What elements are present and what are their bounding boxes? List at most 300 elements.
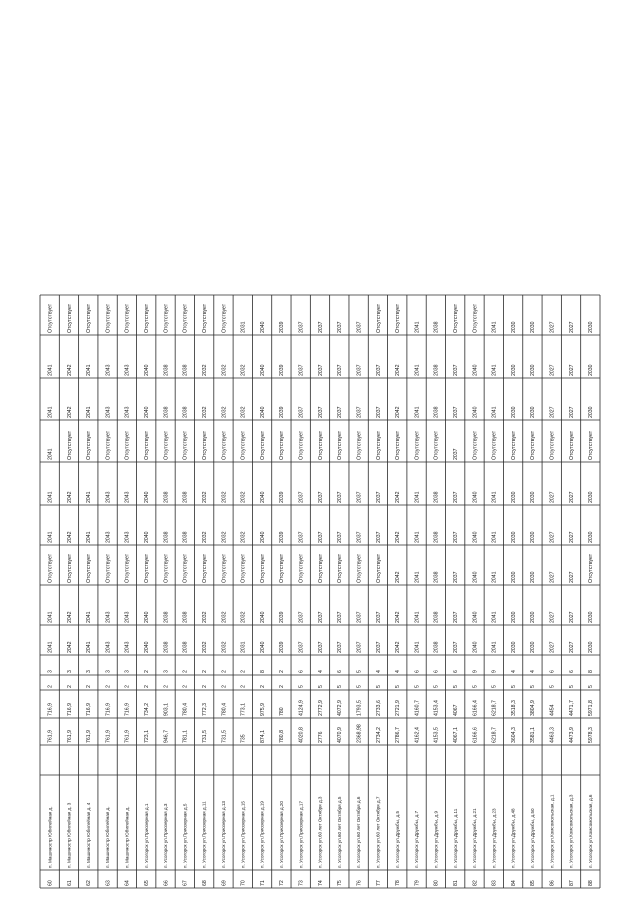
cell-row-number: 69 [221,880,228,886]
cell-year: Отсутствует [124,430,131,460]
cell-address: п. Усогорск ул.Приозерная д.13 [221,801,227,868]
cell-year: 2043 [124,406,131,418]
cell-year: 2032 [201,406,208,418]
cell-year: 2027 [568,491,575,503]
cell-area: 4463,3 [549,727,556,743]
cell-area: 731,5 [221,730,228,743]
cell-living: 6218,7 [491,700,498,716]
cell-entrances: 2 [182,670,189,673]
cell-year: 2037 [298,641,305,653]
cell-year: 2027 [549,611,556,623]
cell-year: Отсутствует [395,303,402,333]
cell-area: 2776 [317,731,324,743]
cell-area: 4067,1 [452,727,459,743]
cell-year: 2037 [452,571,459,583]
cell-entrances: 4 [530,670,537,673]
cell-area: 761,9 [47,730,54,743]
cell-entrances: 3 [105,670,112,673]
cell-floors: 5 [568,685,575,688]
cell-year: Отсутствует [124,303,131,333]
cell-row-number: 64 [124,880,131,886]
cell-year: 2030 [588,611,595,623]
cell-year: 2030 [588,321,595,333]
cell-entrances: 4 [375,670,382,673]
cell-year: 2037 [452,611,459,623]
cell-year: 2027 [549,571,556,583]
cell-area: 780,8 [279,730,286,743]
cell-row-number: 72 [279,880,286,886]
cell-floors: 2 [105,685,112,688]
cell-year: 2040 [144,491,151,503]
cell-year: Отсутствует [240,430,247,460]
cell-year: 2032 [201,531,208,543]
cell-year: 2039 [279,531,286,543]
cell-living: 903,1 [163,703,170,716]
cell-year: 2041 [47,611,54,623]
cell-year: 2040 [259,531,266,543]
cell-address: п. Усогорск ул.Дружбы, д.23 [491,808,497,868]
cell-year: 2037 [356,406,363,418]
cell-living: 4160,7 [414,700,421,716]
cell-row-number: 73 [298,880,305,886]
cell-area: 5978,3 [588,727,595,743]
cell-address: п. Усогорск ул.Дружбы, д.7 [414,810,420,868]
cell-year: 2041 [491,641,498,653]
cell-year: 2037 [298,531,305,543]
cell-area: 781,1 [182,730,189,743]
cell-year: Отсутствует [568,430,575,460]
cell-year: 2032 [201,364,208,376]
cell-year: Отсутствует [163,553,170,583]
cell-year: 2038 [163,531,170,543]
cell-floors: 2 [240,685,247,688]
cell-year: Отсутствует [105,553,112,583]
cell-area: 761,9 [86,730,93,743]
cell-row-number: 61 [66,880,73,886]
cell-year: 2038 [182,531,189,543]
cell-year: Отсутствует [144,553,151,583]
cell-year: 2030 [588,641,595,653]
cell-floors: 5 [491,685,498,688]
cell-year: 2042 [395,491,402,503]
cell-year: 2032 [221,531,228,543]
cell-year: 2041 [414,571,421,583]
cell-year: Отсутствует [317,430,324,460]
cell-year: 2040 [144,364,151,376]
cell-entrances: 6 [298,670,305,673]
cell-area: 3581,1 [530,727,537,743]
cell-year: Отсутствует [588,430,595,460]
cell-year: 2037 [452,406,459,418]
cell-year: 2030 [588,491,595,503]
cell-year: 2040 [472,611,479,623]
cell-year: 2037 [375,406,382,418]
cell-entrances: 6 [433,670,440,673]
cell-year: 2037 [356,531,363,543]
cell-year: 2037 [317,531,324,543]
cell-area: 2734,2 [375,727,382,743]
cell-entrances: 3 [163,670,170,673]
cell-year: 2043 [124,491,131,503]
cell-year: 2027 [568,406,575,418]
cell-entrances: 9 [491,670,498,673]
cell-year: Отсутствует [201,553,208,583]
cell-entrances: 2 [144,670,151,673]
cell-year: 2030 [510,321,517,333]
cell-area: 946,7 [163,730,170,743]
cell-year: 2037 [375,364,382,376]
cell-row-number: 63 [105,880,112,886]
cell-floors: 2 [144,685,151,688]
cell-living: 772,3 [201,703,208,716]
cell-year: 2030 [510,571,517,583]
cell-floors: 5 [530,685,537,688]
cell-year: 2038 [182,364,189,376]
cell-year: 2040 [472,491,479,503]
cell-row-number: 87 [568,880,575,886]
cell-living: 4072,9 [337,700,344,716]
cell-year: 2038 [163,406,170,418]
cell-floors: 5 [588,685,595,688]
cell-year: Отсутствует [66,303,73,333]
cell-year: 2030 [510,611,517,623]
cell-year: 2041 [86,531,93,543]
cell-year: 2040 [472,641,479,653]
cell-address: п. Усогорск ул.Дружбы, д.9 [433,810,439,868]
cell-year: Отсутствует [182,430,189,460]
cell-year: 2043 [105,491,112,503]
cell-year: 2037 [298,406,305,418]
cell-year: 2039 [279,491,286,503]
cell-year: Отсутствует [47,553,54,583]
cell-entrances: 3 [66,670,73,673]
cell-year: 2040 [259,321,266,333]
cell-year: 2030 [588,364,595,376]
cell-year: 2041 [86,491,93,503]
cell-floors: 2 [221,685,228,688]
cell-year: 2041 [414,641,421,653]
cell-living: 716,9 [124,703,131,716]
cell-row-number: 67 [182,880,189,886]
cell-living: 6166,4 [472,700,479,716]
cell-year: 2032 [201,641,208,653]
cell-area: 735 [240,734,247,743]
cell-year: Отсутствует [375,430,382,460]
cell-year: Отсутствует [105,303,112,333]
cell-year: 2037 [452,448,459,460]
cell-row-number: 66 [163,880,170,886]
cell-year: 2032 [240,364,247,376]
cell-year: Отсутствует [472,303,479,333]
cell-year: 2027 [549,491,556,503]
cell-year: 2042 [66,531,73,543]
cell-year: 2027 [549,531,556,543]
cell-year: 2037 [452,491,459,503]
cell-area: 6166,6 [472,727,479,743]
cell-year: Отсутствует [549,430,556,460]
cell-entrances: 6 [549,670,556,673]
cell-year: 2027 [568,641,575,653]
cell-living: 716,9 [105,703,112,716]
cell-year: 2037 [337,406,344,418]
cell-entrances: 3 [124,670,131,673]
cell-year: 2040 [259,611,266,623]
cell-year: 2041 [491,571,498,583]
cell-entrances: 8 [259,670,266,673]
cell-row-number: 65 [144,880,151,886]
cell-row-number: 60 [47,880,54,886]
cell-year: 2027 [549,641,556,653]
cell-year: 2030 [530,491,537,503]
cell-entrances: 6 [414,670,421,673]
cell-address: п. Усогорск ул.Приозерная д.11 [201,801,207,868]
cell-year: 2027 [568,611,575,623]
cell-year: Отсутствует [86,553,93,583]
cell-year: 2041 [491,491,498,503]
cell-row-number: 75 [337,880,344,886]
cell-row-number: 82 [472,880,479,886]
cell-year: 2037 [317,406,324,418]
cell-living: 780,4 [182,703,189,716]
cell-year: 2032 [221,406,228,418]
cell-living: 4454 [549,704,556,716]
cell-floors: 5 [395,685,402,688]
cell-year: 2041 [47,531,54,543]
cell-year: 2037 [375,641,382,653]
cell-year: Отсутствует [375,303,382,333]
cell-floors: 2 [86,685,93,688]
cell-address: п. Машиностр Юбилейная д. 4 [85,802,91,868]
cell-year: 2038 [433,364,440,376]
cell-year: 2032 [240,531,247,543]
cell-area: 4153,5 [433,727,440,743]
cell-entrances: 2 [221,670,228,673]
cell-entrances: 4 [510,670,517,673]
cell-living: 4471,7 [568,700,575,716]
cell-year: 2040 [259,364,266,376]
cell-area: 2368,98 [356,724,363,743]
cell-row-number: 70 [240,880,247,886]
cell-floors: 5 [337,685,344,688]
cell-year: 2041 [47,491,54,503]
cell-year: 2039 [279,611,286,623]
cell-year: 2037 [375,531,382,543]
cell-year: 2041 [414,406,421,418]
cell-year: 2039 [279,641,286,653]
cell-living: 716,9 [86,703,93,716]
cell-year: Отсутствует [375,553,382,583]
cell-year: 2041 [47,641,54,653]
cell-year: Отсутствует [66,553,73,583]
cell-year: 2042 [395,406,402,418]
cell-year: 2037 [317,491,324,503]
cell-year: 2043 [105,611,112,623]
cell-year: Отсутствует [221,553,228,583]
cell-year: 2037 [375,611,382,623]
cell-year: 2027 [549,406,556,418]
cell-address: п. Усогорск ул.Приозерная д.17 [298,801,304,868]
cell-entrances: 5 [356,670,363,673]
cell-year: 2039 [279,406,286,418]
cell-year: 2041 [491,611,498,623]
cell-address: п. Усогорск ул.Приозерная д.3 [163,803,169,868]
cell-area: 4473,9 [568,727,575,743]
cell-year: 2027 [568,321,575,333]
cell-year: 2041 [491,406,498,418]
cell-year: 2038 [163,364,170,376]
cell-address: п. Усогорск ул.Комсомольская, д.3 [568,794,574,868]
cell-address: п. Усогорск ул.60 лет Октября д.7 [375,796,381,868]
cell-address: п. Усогорск ул.Дружбы, д.50 [530,808,536,868]
cell-year: 2038 [182,611,189,623]
cell-year: 2030 [510,491,517,503]
cell-year: 2027 [568,531,575,543]
cell-address: п. Усогорск ул.Комсомольская, д.6 [587,794,593,868]
cell-row-number: 85 [530,880,537,886]
cell-year: 2030 [588,531,595,543]
cell-year: 2027 [549,321,556,333]
cell-floors: 5 [452,685,459,688]
cell-living: 734,2 [144,703,151,716]
cell-year: 2030 [510,531,517,543]
cell-address: п. Усогорск ул.Дружбы, д.21 [472,808,478,868]
cell-living: 716,9 [66,703,73,716]
cell-year: 2032 [240,406,247,418]
cell-year: 2030 [530,531,537,543]
cell-year: 2038 [163,641,170,653]
cell-entrances: 4 [395,670,402,673]
cell-year: Отсутствует [259,430,266,460]
cell-area: 4020,8 [298,727,305,743]
cell-year: 2041 [414,491,421,503]
cell-area: 723,1 [144,730,151,743]
cell-year: 2041 [86,364,93,376]
cell-year: 2037 [356,321,363,333]
cell-year: Отсутствует [221,430,228,460]
cell-row-number: 83 [491,880,498,886]
cell-floors: 5 [472,685,479,688]
cell-year: Отсутствует [201,430,208,460]
cell-year: 2038 [433,531,440,543]
cell-year: 2040 [144,531,151,543]
cell-living: 4124,9 [298,700,305,716]
cell-year: Отсутствует [124,553,131,583]
cell-living: 975,9 [259,703,266,716]
cell-area: 2786,7 [395,727,402,743]
cell-year: 2043 [124,611,131,623]
cell-area: 761,9 [105,730,112,743]
cell-floors: 5 [298,685,305,688]
cell-address: п. Машиностр Юбилейная д. 3 [66,802,72,868]
cell-year: 2032 [221,364,228,376]
cell-year: 2030 [530,406,537,418]
cell-year: 2038 [433,611,440,623]
cell-address: п. Усогорск ул.Комсомольская, д.1 [549,794,555,868]
cell-year: 2042 [66,491,73,503]
cell-year: 2027 [549,364,556,376]
cell-year: 2037 [452,641,459,653]
cell-row-number: 78 [395,880,402,886]
cell-year: 2040 [144,641,151,653]
cell-year: 2043 [124,641,131,653]
cell-year: 2039 [279,321,286,333]
cell-living: 2721,9 [395,700,402,716]
cell-year: 2038 [433,641,440,653]
cell-year: 2032 [221,611,228,623]
cell-row-number: 62 [86,880,93,886]
cell-year: Отсутствует [240,553,247,583]
cell-year: 2039 [279,364,286,376]
cell-year: Отсутствует [144,303,151,333]
cell-year: 2040 [259,406,266,418]
cell-floors: 2 [182,685,189,688]
cell-entrances: 8 [588,670,595,673]
cell-year: Отсутствует [163,303,170,333]
cell-year: 2041 [491,364,498,376]
cell-year: 2042 [66,406,73,418]
cell-year: 2037 [337,611,344,623]
cell-area: 4070,9 [337,727,344,743]
cell-year: 2031 [240,641,247,653]
cell-year: Отсутствует [279,553,286,583]
cell-entrances: 9 [472,670,479,673]
cell-living: 5971,8 [588,700,595,716]
cell-year: 2038 [182,491,189,503]
cell-year: Отсутствует [298,430,305,460]
cell-year: 2037 [375,491,382,503]
cell-living: 716,9 [47,703,54,716]
cell-year: 2042 [395,611,402,623]
cell-year: 2037 [337,364,344,376]
cell-area: 761,9 [66,730,73,743]
cell-living: 773,1 [240,703,247,716]
cell-year: 2030 [530,364,537,376]
cell-living: 3804,9 [530,700,537,716]
cell-year: 2032 [201,491,208,503]
cell-row-number: 71 [259,880,266,886]
cell-year: 2037 [317,641,324,653]
cell-address: п. Машиностр Юбилейная д. [47,806,53,868]
cell-year: 2037 [337,321,344,333]
cell-year: 2040 [472,364,479,376]
cell-year: 2037 [298,321,305,333]
cell-year: 2037 [452,364,459,376]
cell-address: п. Усогорск ул.Дружбы, д.5 [394,810,400,868]
cell-address: п. Машиностр Юбилейная д. [124,806,130,868]
cell-year: Отсутствует [66,430,73,460]
cell-year: Отсутствует [452,303,459,333]
cell-row-number: 84 [510,880,517,886]
cell-year: Отсутствует [182,303,189,333]
cell-floors: 5 [414,685,421,688]
cell-year: 2027 [568,571,575,583]
cell-address: п. Усогорск ул.60 лет Октября д.5 [336,796,342,868]
cell-year: 2037 [317,611,324,623]
cell-entrances: 4 [317,670,324,673]
cell-year: 2040 [144,611,151,623]
cell-year: Отсутствует [395,430,402,460]
cell-area: 874,1 [259,730,266,743]
cell-area: 731,5 [201,730,208,743]
cell-year: 2030 [510,364,517,376]
cell-year: 2042 [395,641,402,653]
cell-address: п. Машиностр Юбилейная д. [105,806,111,868]
cell-year: Отсутствует [356,553,363,583]
cell-floors: 2 [279,685,286,688]
cell-address: п. Усогорск ул.60 лет Октября д.6 [356,796,362,868]
cell-year: 2041 [414,531,421,543]
cell-year: 2030 [588,406,595,418]
